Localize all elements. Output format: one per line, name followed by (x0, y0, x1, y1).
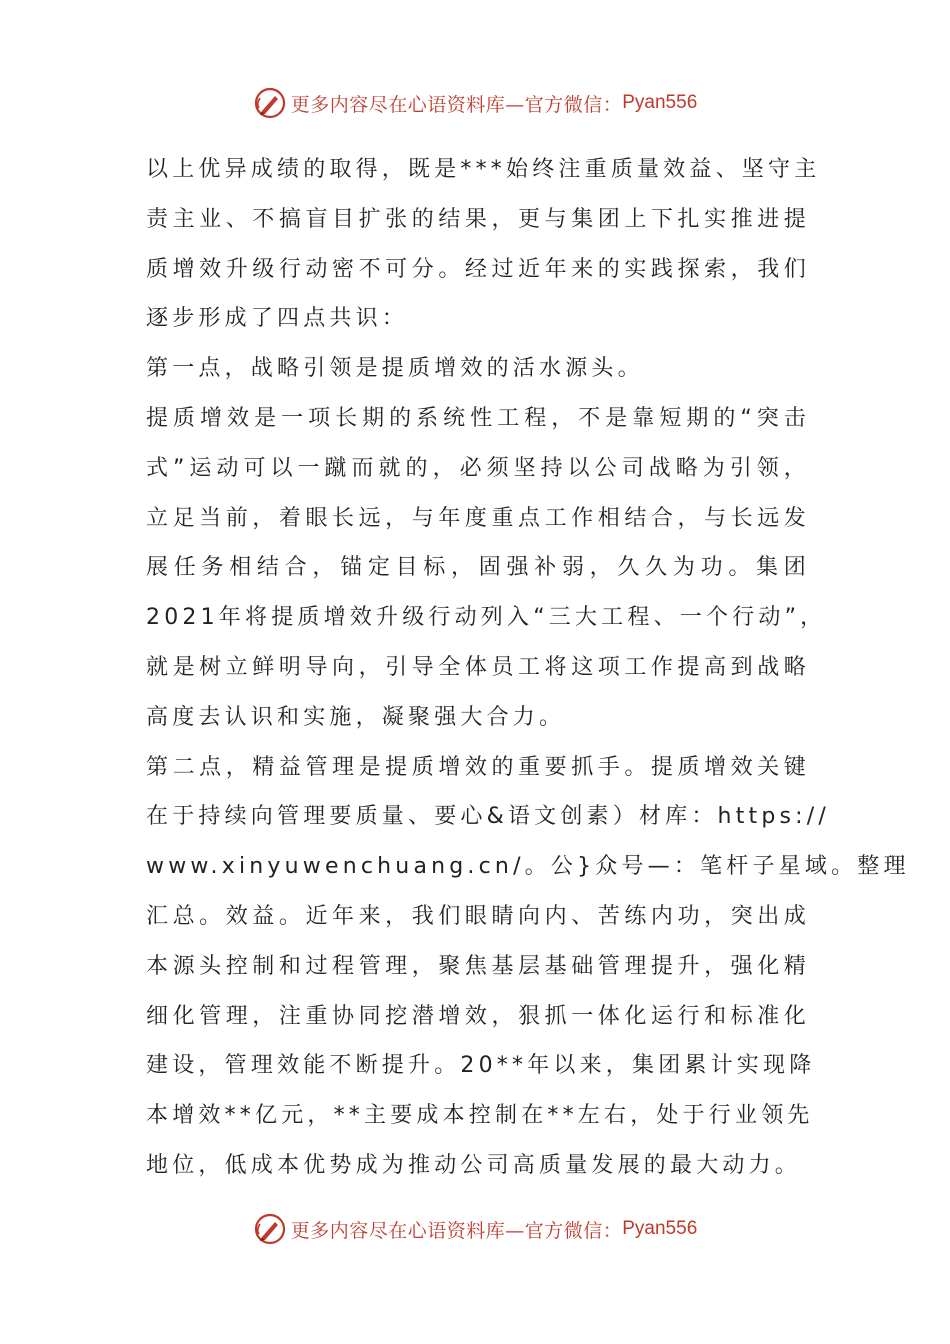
text-line: 2021年将提质增效升级行动列入“三大工程、一个行动”， (146, 605, 827, 631)
text-line: 展任务相结合，锚定目标，固强补弱，久久为功。集团 (146, 555, 810, 581)
text-line: 逐步形成了四点共识： (146, 306, 409, 332)
text-line: 汇总。效益。近年来，我们眼睛向内、苦练内功，突出成 (146, 903, 810, 929)
text-line: 式”运动可以一蹴而就的，必须坚持以公司战略为引领， (146, 455, 810, 481)
pen-logo-icon (253, 1212, 287, 1246)
text-line: 以上优异成绩的取得，既是***始终注重质量效益、坚守主 (146, 157, 821, 182)
text-line: 就是树立鲜明导向，引导全体员工将这项工作提高到战略 (146, 654, 810, 680)
banner-text: 更多内容尽在心语资料库—官方微信： (290, 93, 623, 116)
text-line: 本源头控制和过程管理，聚焦基层基础管理提升，强化精 (146, 953, 810, 979)
text-line: 责主业、不搞盲目扩张的结果，更与集团上下扎实推进提 (146, 206, 810, 232)
banner-wechat-handle: Pyan556 (622, 92, 698, 113)
banner-wechat-handle: Pyan556 (622, 1218, 698, 1239)
banner-text: 更多内容尽在心语资料库—官方微信： (290, 1219, 623, 1242)
text-line: 建设，管理效能不断提升。20**年以来，集团累计实现降 (146, 1053, 816, 1079)
text-line: 第一点，战略引领是提质增效的活水源头。 (146, 356, 644, 382)
text-line: 第二点，精益管理是提质增效的重要抓手。提质增效关键 (146, 754, 810, 780)
text-line: 高度去认识和实施，凝聚强大合力。 (146, 704, 566, 730)
text-line: 质增效升级行动密不可分。经过近年来的实践探索，我们 (146, 256, 810, 282)
text-line: www.xinyuwenchuang.cn/。公}众号—：笔杆子星域。整理 (146, 854, 910, 880)
text-line: 提质增效是一项长期的系统性工程，不是靠短期的“突击 (146, 405, 810, 431)
text-line: 在于持续向管理要质量、要心&语文创素）材库：https:// (146, 804, 831, 830)
text-line: 细化管理，注重协同挖潜增效，狠抓一体化运行和标准化 (146, 1003, 810, 1029)
pen-logo-icon (253, 86, 287, 120)
text-line: 立足当前，着眼长远，与年度重点工作相结合，与长远发 (146, 505, 810, 531)
footer-banner (0, 1209, 950, 1249)
text-line: 地位，低成本优势成为推动公司高质量发展的最大动力。 (146, 1152, 802, 1178)
document-body (146, 145, 910, 1191)
header-banner (0, 83, 950, 123)
text-line: 本增效**亿元，**主要成本控制在**左右，处于行业领先 (146, 1103, 814, 1129)
